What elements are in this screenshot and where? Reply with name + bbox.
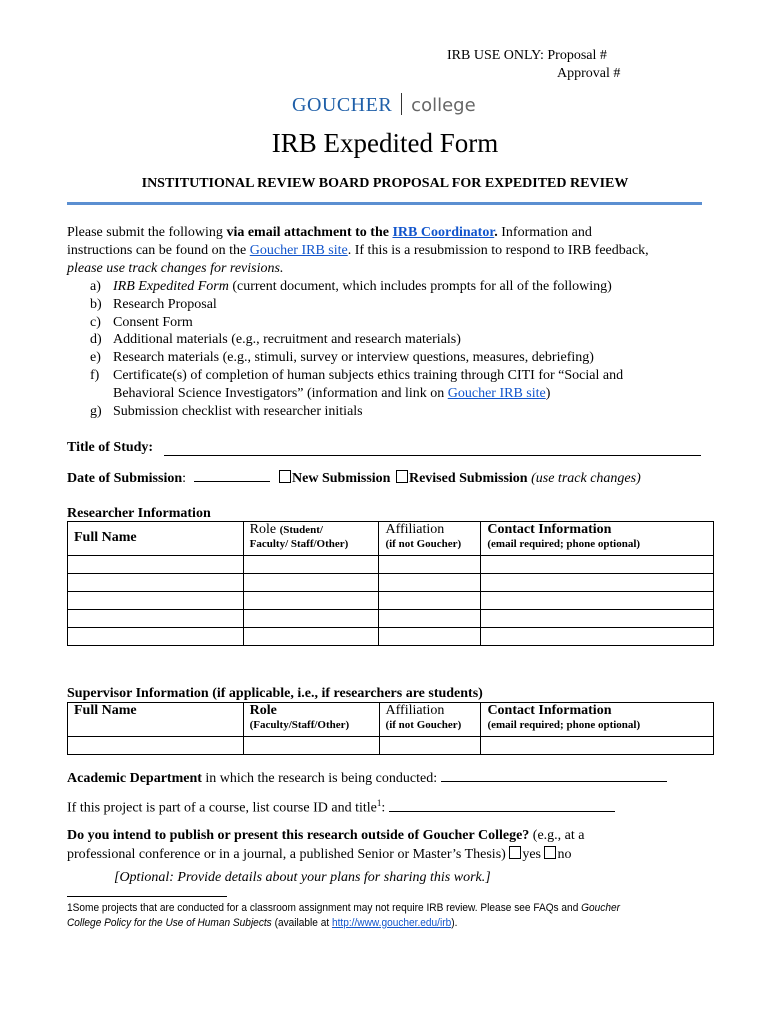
col-role: Role (Faculty/Staff/Other) [243, 703, 379, 737]
revised-submission-checkbox[interactable] [396, 470, 408, 483]
publish-no-checkbox[interactable] [544, 846, 556, 859]
date-submission-row: Date of Submission: New Submission Revised Submission (use track changes) [67, 471, 641, 486]
footnote-rule [67, 896, 227, 897]
researcher-info-heading: Researcher Information [67, 506, 211, 521]
col-role: Role (Student/ Faculty/ Staff/Other) [243, 522, 379, 556]
list-item: b) Research Proposal [90, 297, 217, 312]
track-changes-note: (use track changes) [531, 471, 641, 486]
table-row [68, 737, 714, 755]
irb-use-only-label: IRB USE ONLY: Proposal # [447, 48, 607, 63]
table-header-row [68, 522, 714, 556]
publish-question-line-2: professional conference or in a journal, a published Senior or Master’s Thesis) yes no [67, 847, 572, 862]
optional-details-prompt[interactable]: [Optional: Provide details about your plans for sharing this work.] [114, 870, 491, 885]
new-submission-checkbox[interactable] [279, 470, 291, 483]
goucher-irb-site-link-2[interactable]: Goucher IRB site [447, 386, 546, 401]
date-of-submission-label: Date of Submission [67, 471, 183, 486]
academic-department-field[interactable] [441, 781, 667, 782]
table-row [68, 592, 714, 610]
academic-department-row: Academic Department in which the research is being conducted: [67, 771, 667, 787]
footnote: 1Some projects that are conducted for a classroom assignment may not require IRB review. Please see FAQs and Goucher College Policy for the Use of Human Subjects (available at http://www.goucher.edu/irb). [67, 902, 620, 929]
form-subtitle: INSTITUTIONAL REVIEW BOARD PROPOSAL FOR EXPEDITED REVIEW [141, 176, 629, 191]
researcher-table [67, 521, 714, 646]
supervisor-info-heading: Supervisor Information (if applicable, i.e., if researchers are students) [67, 686, 483, 701]
goucher-irb-url-link[interactable]: http://www.goucher.edu/irb [331, 917, 452, 929]
footnote-ref: 1 [376, 798, 382, 808]
date-of-submission-field[interactable] [194, 481, 270, 482]
goucher-college-logo [292, 93, 476, 119]
col-contact: Contact Information (email required; phone optional) [481, 703, 714, 737]
supervisor-table [67, 702, 714, 755]
list-item: c) Consent Form [90, 315, 193, 330]
col-full-name: Full Name [68, 703, 244, 737]
publish-no-label: no [557, 847, 572, 862]
irb-coordinator-link[interactable]: IRB Coordinator [392, 225, 495, 240]
course-row: If this project is part of a course, list course ID and title$^1$: [67, 798, 615, 817]
page-title: IRB Expedited Form [271, 128, 499, 158]
publish-question-line-1: Do you intend to publish or present this research outside of Goucher College? (e.g., at a [67, 828, 585, 843]
logo-divider [401, 93, 402, 115]
intro-line-1: Please submit the following via email attachment to the IRB Coordinator. Information and [67, 225, 592, 240]
col-affiliation: Affiliation (if not Goucher) [379, 522, 481, 556]
table-header-row [68, 703, 714, 737]
table-row [68, 574, 714, 592]
publish-yes-checkbox[interactable] [509, 846, 521, 859]
list-item: e) Research materials (e.g., stimuli, survey or interview questions, measures, debriefing) [90, 350, 594, 365]
header-rule [67, 202, 702, 205]
list-item: f) Certificate(s) of completion of human subjects ethics training through CITI for “Social and [90, 368, 624, 383]
course-field[interactable] [389, 811, 615, 812]
list-item: a) IRB Expedited Form (current document, which includes prompts for all of the following) [90, 279, 612, 294]
new-submission-label: New Submission [292, 471, 391, 486]
list-item: d) Additional materials (e.g., recruitment and research materials) [90, 332, 461, 347]
col-affiliation: Affiliation (if not Goucher) [379, 703, 481, 737]
logo-brand: GOUCHER [292, 94, 393, 116]
table-row [68, 628, 714, 646]
col-contact: Contact Information (email required; phone optional) [481, 522, 714, 556]
list-item: g) Submission checklist with researcher initials [90, 404, 363, 419]
logo-college: college [411, 95, 476, 116]
publish-yes-label: yes [522, 847, 541, 862]
revised-submission-label: Revised Submission [408, 471, 528, 486]
list-item: Behavioral Science Investigators” (information and link on Goucher IRB site) [113, 386, 551, 401]
title-of-study-label: Title of Study: [67, 440, 154, 455]
title-of-study-field[interactable] [164, 455, 701, 456]
table-row [68, 556, 714, 574]
irb-approval-label: Approval # [557, 66, 621, 81]
intro-line-2: instructions can be found on the Goucher IRB site. If this is a resubmission to respond to IRB feedback, [67, 243, 649, 258]
col-full-name: Full Name [68, 522, 244, 556]
table-row [68, 610, 714, 628]
intro-line-3: please use track changes for revisions. [67, 261, 284, 276]
goucher-irb-site-link[interactable]: Goucher IRB site [249, 243, 348, 258]
